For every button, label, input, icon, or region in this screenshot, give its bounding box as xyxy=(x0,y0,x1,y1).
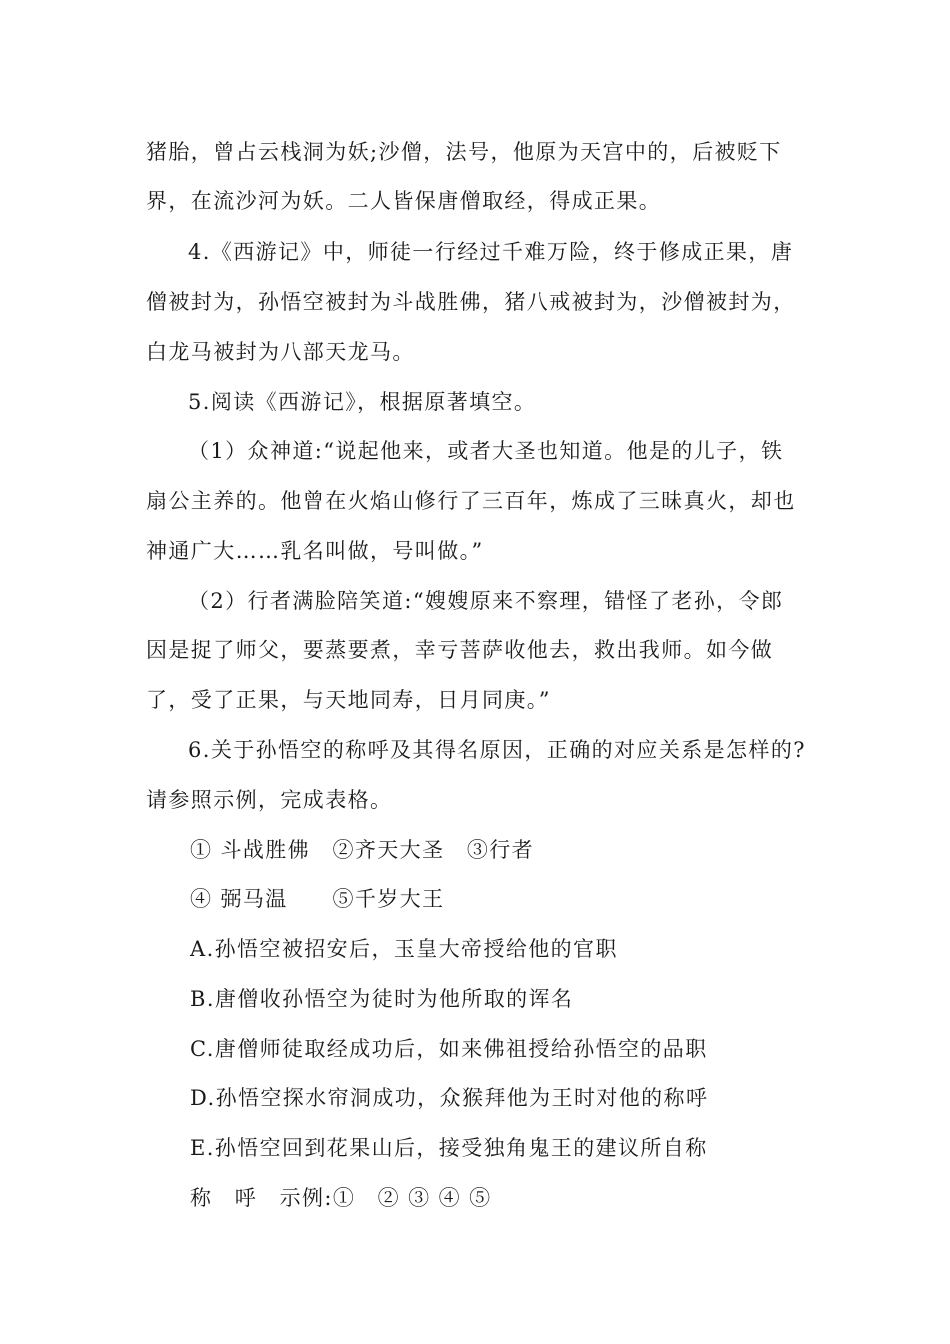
question-5-part-2-line-1: （2）行者满脸陪笑道:“嫂嫂原来不察理，错怪了老孙，令郎 xyxy=(188,589,784,613)
question-4-line-3: 白龙马被封为八部天龙马。 xyxy=(146,340,415,364)
reason-e: E.孙悟空回到花果山后，接受独角鬼王的建议所自称 xyxy=(190,1136,708,1160)
question-5-part-1-line-3: 神通广大……乳名叫做，号叫做。” xyxy=(146,539,484,563)
question-4-line-1: 4.《西游记》中，师徒一行经过千难万险，终于修成正果，唐 xyxy=(188,240,794,264)
question-5-part-1-line-1: （1）众神道:“说起他来，或者大圣也知道。他是的儿子，铁 xyxy=(188,439,784,463)
question-6-line-1: 6.关于孙悟空的称呼及其得名原因，正确的对应关系是怎样的? xyxy=(188,738,806,762)
question-5-title: 5.阅读《西游记》，根据原著填空。 xyxy=(188,390,537,414)
question-4-line-2: 僧被封为，孙悟空被封为斗战胜佛，猪八戒被封为，沙僧被封为， xyxy=(146,290,796,314)
reason-c: C.唐僧师徒取经成功后，如来佛祖授给孙悟空的品职 xyxy=(190,1037,708,1061)
question-5-part-2-line-2: 因是捉了师父，要蒸要煮，幸亏菩萨收他去，救出我师。如今做 xyxy=(146,638,774,662)
options-line-1: ① 斗战胜佛 ②齐天大圣 ③行者 xyxy=(190,838,535,862)
reason-b: B.唐僧收孙悟空为徒时为他所取的诨名 xyxy=(190,987,574,1011)
table-header-row: 称 呼 示例:① ② ③ ④ ⑤ xyxy=(190,1186,492,1210)
question-5-part-2-line-3: 了，受了正果，与天地同寿，日月同庚。” xyxy=(146,688,551,712)
text-line-1: 猪胎，曾占云栈洞为妖;沙僧，法号，他原为天宫中的，后被贬下 xyxy=(146,140,782,164)
text-line-2: 界，在流沙河为妖。二人皆保唐僧取经，得成正果。 xyxy=(146,189,662,213)
reason-d: D.孙悟空探水帘洞成功，众猴拜他为王时对他的称呼 xyxy=(190,1086,709,1110)
options-line-2: ④ 弼马温 ⑤千岁大王 xyxy=(190,887,445,911)
question-6-line-2: 请参照示例，完成表格。 xyxy=(146,788,393,812)
reason-a: A.孙悟空被招安后，玉皇大帝授给他的官职 xyxy=(190,937,618,961)
question-5-part-1-line-2: 扇公主养的。他曾在火焰山修行了三百年，炼成了三昧真火，却也 xyxy=(146,489,796,513)
